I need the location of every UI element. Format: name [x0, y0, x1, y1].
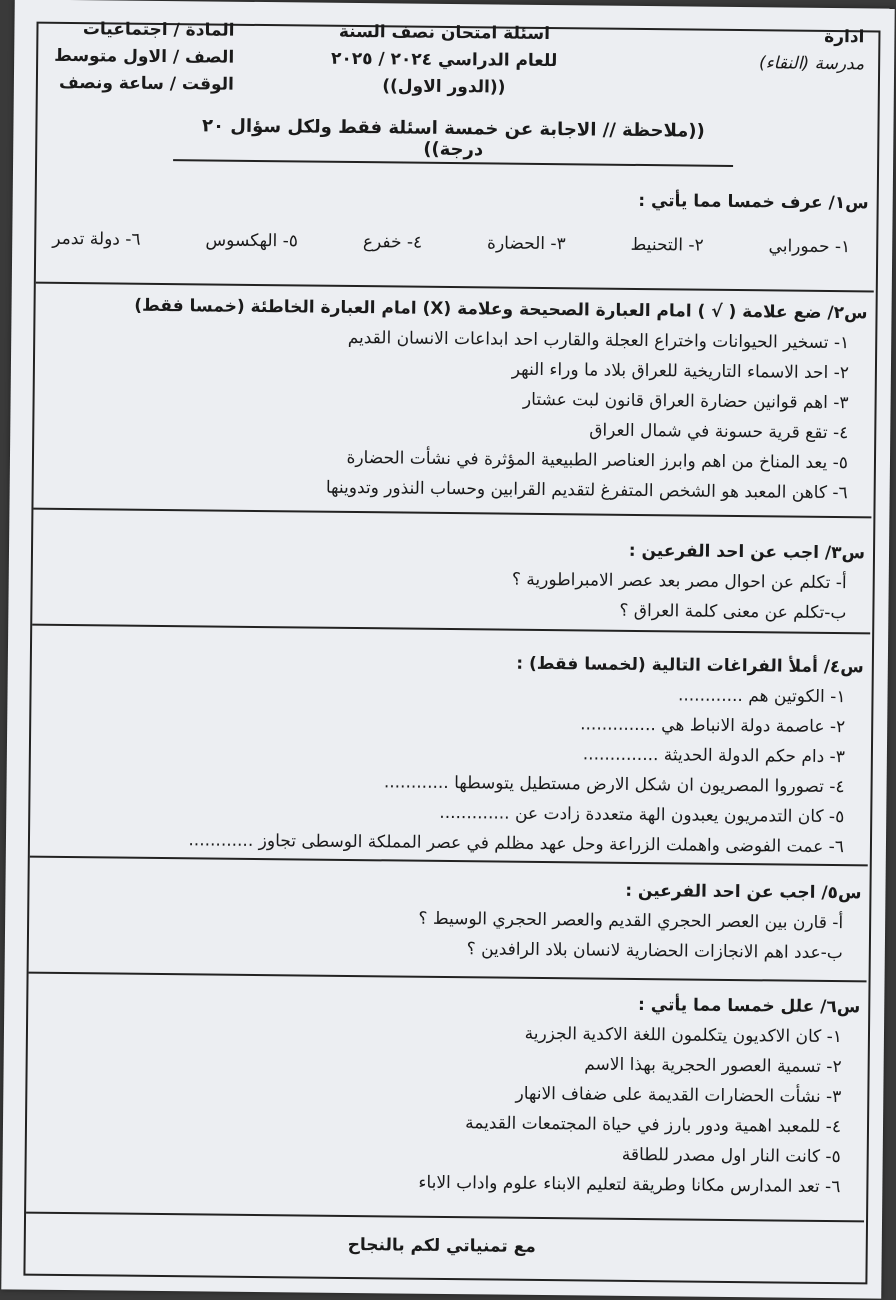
question-2: [40, 290, 868, 509]
term: ٣- الحضارة: [487, 233, 566, 255]
question-3-title: س٣/ اجب عن احد الفرعين :: [628, 540, 866, 564]
list-item: ١- تسخير الحيوانات واختراع العجلة والقارب احد ابداعات الانسان القديم: [347, 327, 850, 354]
list-item: ٣- اهم قوانين حضارة العراق قانون لبت عشتار: [522, 389, 849, 414]
exam-title: اسئلة امتحان نصف السنة: [338, 21, 551, 45]
question-6-title: س٦/ علل خمسا مما يأتي :: [638, 995, 861, 1018]
header-subject-info: [54, 16, 235, 99]
header-exam-title: [294, 18, 595, 102]
list-item: ٢- احد الاسماء التاريخية للعراق بلاد ما وراء النهر: [511, 359, 850, 384]
instructions-note: ((ملاحظة // الاجابة عن خمسة اسئلة فقط ولكل سؤال ٢٠ درجة)): [173, 115, 733, 167]
duration: الوقت / ساعة ونصف: [58, 72, 235, 95]
list-item: ٣- دام حكم الدولة الحديثة ..............: [582, 744, 845, 768]
list-item: ٣- نشأت الحضارات القديمة على ضفاف الانهار: [515, 1083, 842, 1108]
exam-paper: [1, 0, 894, 1299]
header-administration: ادارة: [824, 26, 865, 48]
subject: المادة / اجتماعيات: [82, 19, 235, 41]
question-4: [36, 644, 864, 863]
question-6: [32, 984, 860, 1203]
term: ٦- دولة تدمر: [52, 228, 141, 250]
term: ١- حمورابي: [768, 236, 851, 258]
list-item: أ- قارن بين العصر الحجري القديم والعصر الحجري الوسيط ؟: [418, 908, 844, 934]
term: ٥- الهكسوس: [205, 230, 299, 252]
question-5: [35, 870, 862, 969]
list-item: أ- تكلم عن احوال مصر بعد عصر الامبراطورية ؟: [511, 569, 847, 594]
list-item: ٦- عمت الفوضى واهملت الزراعة وحل عهد مظلم في عصر المملكة الوسطى تجاوز ............: [188, 830, 845, 858]
term: ٤- خفرع: [362, 232, 423, 253]
list-item: ب-عدد اهم الانجازات الحضارية لانسان بلاد الرافدين ؟: [466, 939, 843, 964]
list-item: ٤- تقع قرية حسونة في شمال العراق: [589, 420, 849, 444]
list-item: ٢- تسمية العصور الحجرية بهذا الاسم: [584, 1054, 842, 1078]
list-item: ٦- كاهن المعبد هو الشخص المتفرغ لتقديم القرابين وحساب النذور وتدوينها: [325, 477, 848, 504]
list-item: ٢- عاصمة دولة الانباط هي ..............: [580, 714, 846, 738]
grade: الصف / الاول متوسط: [54, 45, 235, 68]
question-4-title: س٤/ أملأ الفراغات التالية (لخمسا فقط) :: [516, 653, 864, 678]
list-item: ٤- تصوروا المصريون ان شكل الارض مستطيل يتوسطها ............: [383, 772, 845, 798]
list-item: ٥- كان التدمريون يعبدون الهة متعددة زادت عن .............: [439, 802, 845, 828]
list-item: ٥- يعد المناخ من اهم وابرز العناصر الطبيعية المؤثرة في نشأت الحضارة: [346, 447, 849, 474]
question-2-title: س٢/ ضع علامة ( √ ) امام العبارة الصحيحة وعلامة (X) امام العبارة الخاطئة (خمسا فقط): [134, 295, 868, 324]
question-1: [42, 180, 869, 263]
list-item: ب-تكلم عن معنى كلمة العراق ؟: [619, 600, 847, 624]
list-item: ١- كان الاكديون يتكلمون اللغة الاكدية الجزرية: [524, 1023, 843, 1048]
list-item: ٦- تعد المدارس مكانا وطريقة لتعليم الابناء علوم واداب الاباء: [418, 1172, 841, 1198]
exam-round: ((الدور الاول)): [382, 76, 506, 98]
list-item: ١- الكوتين هم ............: [677, 685, 846, 708]
list-item: ٤- للمعبد اهمية ودور بارز في حياة المجتمعات القديمة: [465, 1113, 842, 1138]
term: ٢- التحنيط: [630, 234, 704, 256]
question-3: [38, 530, 865, 629]
academic-year: للعام الدراسي ٢٠٢٤ / ٢٠٢٥: [330, 48, 558, 72]
question-1-title: س١/ عرف خمسا مما يأتي :: [638, 190, 869, 214]
header-school: [759, 23, 865, 78]
question-5-title: س٥/ اجب عن احد الفرعين :: [625, 880, 862, 904]
header-school-name: مدرسة (النقاء): [758, 53, 865, 75]
closing-wish: مع تمنياتي لكم بالنجاح: [347, 1234, 536, 1257]
list-item: ٥- كانت النار اول مصدر للطاقة: [621, 1144, 841, 1168]
